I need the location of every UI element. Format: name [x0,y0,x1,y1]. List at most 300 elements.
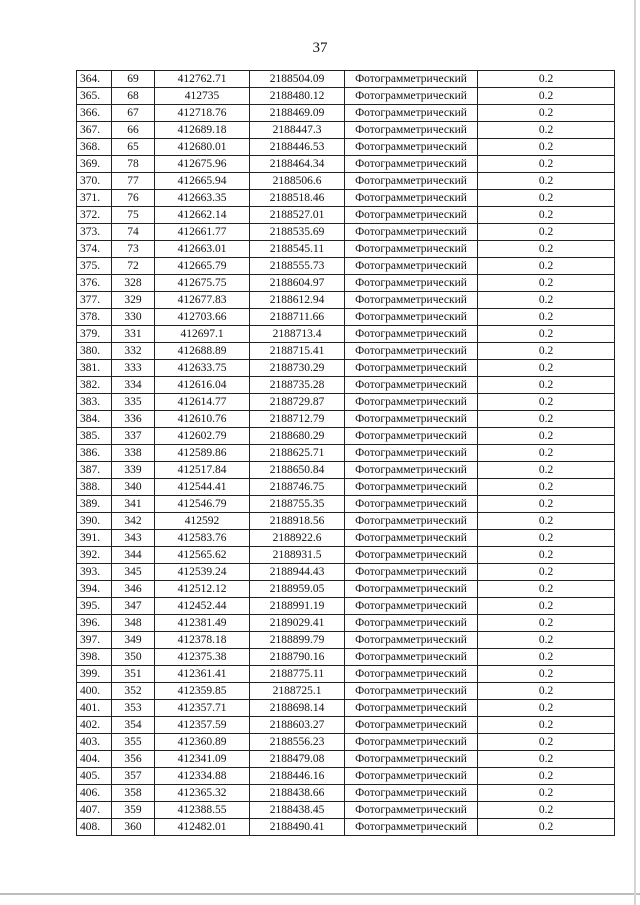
table-row [77,445,615,462]
table-row [77,275,615,292]
row-number-cell: 365. [77,88,112,105]
y-coordinate-cell: 2188931.5 [250,547,345,564]
y-coordinate-cell: 2188535.69 [250,224,345,241]
point-number-cell: 344 [112,547,155,564]
accuracy-cell: 0.2 [478,632,615,649]
x-coordinate-cell: 412539.24 [155,564,250,581]
accuracy-cell: 0.2 [478,190,615,207]
row-number-cell: 395. [77,598,112,615]
method-cell: Фотограмметрический [345,632,478,649]
coordinates-table [76,70,615,836]
row-number-cell: 372. [77,207,112,224]
row-number-cell: 381. [77,360,112,377]
point-number-cell: 334 [112,377,155,394]
table-row [77,224,615,241]
x-coordinate-cell: 412365.32 [155,785,250,802]
point-number-cell: 348 [112,615,155,632]
y-coordinate-cell: 2188729.87 [250,394,345,411]
accuracy-cell: 0.2 [478,275,615,292]
table-row [77,173,615,190]
table-row [77,326,615,343]
point-number-cell: 328 [112,275,155,292]
table-row [77,258,615,275]
table-row [77,751,615,768]
row-number-cell: 408. [77,819,112,836]
y-coordinate-cell: 2188918.56 [250,513,345,530]
method-cell: Фотограмметрический [345,598,478,615]
method-cell: Фотограмметрический [345,343,478,360]
row-number-cell: 378. [77,309,112,326]
row-number-cell: 383. [77,394,112,411]
y-coordinate-cell: 2188730.29 [250,360,345,377]
table-row [77,360,615,377]
accuracy-cell: 0.2 [478,768,615,785]
y-coordinate-cell: 2188464.34 [250,156,345,173]
table-row [77,394,615,411]
x-coordinate-cell: 412565.62 [155,547,250,564]
x-coordinate-cell: 412689.18 [155,122,250,139]
x-coordinate-cell: 412680.01 [155,139,250,156]
method-cell: Фотограмметрический [345,360,478,377]
method-cell: Фотограмметрический [345,394,478,411]
table-row [77,564,615,581]
point-number-cell: 336 [112,411,155,428]
accuracy-cell: 0.2 [478,700,615,717]
point-number-cell: 78 [112,156,155,173]
accuracy-cell: 0.2 [478,309,615,326]
table-row [77,649,615,666]
table-row [77,530,615,547]
x-coordinate-cell: 412378.18 [155,632,250,649]
accuracy-cell: 0.2 [478,683,615,700]
table-row [77,71,615,88]
x-coordinate-cell: 412718.76 [155,105,250,122]
row-number-cell: 382. [77,377,112,394]
y-coordinate-cell: 2188712.79 [250,411,345,428]
row-number-cell: 369. [77,156,112,173]
accuracy-cell: 0.2 [478,717,615,734]
table-row [77,683,615,700]
table-row [77,428,615,445]
method-cell: Фотограмметрический [345,224,478,241]
method-cell: Фотограмметрический [345,326,478,343]
point-number-cell: 333 [112,360,155,377]
y-coordinate-cell: 2188899.79 [250,632,345,649]
point-number-cell: 342 [112,513,155,530]
row-number-cell: 373. [77,224,112,241]
x-coordinate-cell: 412482.01 [155,819,250,836]
row-number-cell: 399. [77,666,112,683]
point-number-cell: 347 [112,598,155,615]
x-coordinate-cell: 412546.79 [155,496,250,513]
x-coordinate-cell: 412357.59 [155,717,250,734]
table-row [77,156,615,173]
method-cell: Фотограмметрический [345,564,478,581]
y-coordinate-cell: 2188735.28 [250,377,345,394]
point-number-cell: 358 [112,785,155,802]
y-coordinate-cell: 2188446.53 [250,139,345,156]
accuracy-cell: 0.2 [478,802,615,819]
table-row [77,785,615,802]
point-number-cell: 73 [112,241,155,258]
x-coordinate-cell: 412677.83 [155,292,250,309]
y-coordinate-cell: 2188650.84 [250,462,345,479]
x-coordinate-cell: 412610.76 [155,411,250,428]
y-coordinate-cell: 2188698.14 [250,700,345,717]
method-cell: Фотограмметрический [345,241,478,258]
point-number-cell: 330 [112,309,155,326]
method-cell: Фотограмметрический [345,547,478,564]
row-number-cell: 392. [77,547,112,564]
y-coordinate-cell: 2188790.16 [250,649,345,666]
table-row [77,581,615,598]
y-coordinate-cell: 2188527.01 [250,207,345,224]
table-row [77,139,615,156]
row-number-cell: 366. [77,105,112,122]
x-coordinate-cell: 412334.88 [155,768,250,785]
accuracy-cell: 0.2 [478,326,615,343]
accuracy-cell: 0.2 [478,224,615,241]
method-cell: Фотограмметрический [345,445,478,462]
method-cell: Фотограмметрический [345,649,478,666]
table-row [77,292,615,309]
row-number-cell: 406. [77,785,112,802]
method-cell: Фотограмметрический [345,734,478,751]
accuracy-cell: 0.2 [478,649,615,666]
row-number-cell: 367. [77,122,112,139]
accuracy-cell: 0.2 [478,734,615,751]
y-coordinate-cell: 2188680.29 [250,428,345,445]
x-coordinate-cell: 412663.35 [155,190,250,207]
point-number-cell: 329 [112,292,155,309]
table-row [77,479,615,496]
x-coordinate-cell: 412735 [155,88,250,105]
x-coordinate-cell: 412357.71 [155,700,250,717]
accuracy-cell: 0.2 [478,173,615,190]
x-coordinate-cell: 412675.96 [155,156,250,173]
method-cell: Фотограмметрический [345,71,478,88]
accuracy-cell: 0.2 [478,462,615,479]
row-number-cell: 402. [77,717,112,734]
x-coordinate-cell: 412452.44 [155,598,250,615]
row-number-cell: 388. [77,479,112,496]
table-row [77,377,615,394]
row-number-cell: 374. [77,241,112,258]
method-cell: Фотограмметрический [345,292,478,309]
method-cell: Фотограмметрический [345,105,478,122]
y-coordinate-cell: 2188545.11 [250,241,345,258]
row-number-cell: 380. [77,343,112,360]
x-coordinate-cell: 412602.79 [155,428,250,445]
y-coordinate-cell: 2188603.27 [250,717,345,734]
accuracy-cell: 0.2 [478,751,615,768]
point-number-cell: 357 [112,768,155,785]
accuracy-cell: 0.2 [478,105,615,122]
method-cell: Фотограмметрический [345,309,478,326]
x-coordinate-cell: 412359.85 [155,683,250,700]
accuracy-cell: 0.2 [478,496,615,513]
point-number-cell: 359 [112,802,155,819]
method-cell: Фотограмметрический [345,717,478,734]
accuracy-cell: 0.2 [478,377,615,394]
method-cell: Фотограмметрический [345,139,478,156]
y-coordinate-cell: 2188480.12 [250,88,345,105]
point-number-cell: 331 [112,326,155,343]
y-coordinate-cell: 2188469.09 [250,105,345,122]
x-coordinate-cell: 412675.75 [155,275,250,292]
table-row [77,547,615,564]
row-number-cell: 400. [77,683,112,700]
table-row [77,666,615,683]
accuracy-cell: 0.2 [478,360,615,377]
y-coordinate-cell: 2188518.46 [250,190,345,207]
method-cell: Фотограмметрический [345,819,478,836]
row-number-cell: 376. [77,275,112,292]
x-coordinate-cell: 412583.76 [155,530,250,547]
table-row [77,819,615,836]
x-coordinate-cell: 412703.66 [155,309,250,326]
row-number-cell: 379. [77,326,112,343]
row-number-cell: 364. [77,71,112,88]
row-number-cell: 403. [77,734,112,751]
y-coordinate-cell: 2188755.35 [250,496,345,513]
y-coordinate-cell: 2188438.66 [250,785,345,802]
accuracy-cell: 0.2 [478,785,615,802]
method-cell: Фотограмметрический [345,275,478,292]
row-number-cell: 405. [77,768,112,785]
point-number-cell: 74 [112,224,155,241]
y-coordinate-cell: 2188991.19 [250,598,345,615]
x-coordinate-cell: 412589.86 [155,445,250,462]
point-number-cell: 67 [112,105,155,122]
point-number-cell: 76 [112,190,155,207]
table-row [77,411,615,428]
method-cell: Фотограмметрический [345,190,478,207]
point-number-cell: 356 [112,751,155,768]
point-number-cell: 345 [112,564,155,581]
method-cell: Фотограмметрический [345,258,478,275]
accuracy-cell: 0.2 [478,139,615,156]
accuracy-cell: 0.2 [478,819,615,836]
accuracy-cell: 0.2 [478,530,615,547]
y-coordinate-cell: 2188504.09 [250,71,345,88]
x-coordinate-cell: 412341.09 [155,751,250,768]
x-coordinate-cell: 412688.89 [155,343,250,360]
point-number-cell: 337 [112,428,155,445]
row-number-cell: 387. [77,462,112,479]
table-row [77,768,615,785]
accuracy-cell: 0.2 [478,445,615,462]
y-coordinate-cell: 2188556.23 [250,734,345,751]
method-cell: Фотограмметрический [345,581,478,598]
table-body [77,71,615,836]
method-cell: Фотограмметрический [345,530,478,547]
accuracy-cell: 0.2 [478,394,615,411]
method-cell: Фотограмметрический [345,377,478,394]
x-coordinate-cell: 412762.71 [155,71,250,88]
point-number-cell: 338 [112,445,155,462]
x-coordinate-cell: 412665.94 [155,173,250,190]
x-coordinate-cell: 412697.1 [155,326,250,343]
point-number-cell: 340 [112,479,155,496]
accuracy-cell: 0.2 [478,258,615,275]
row-number-cell: 375. [77,258,112,275]
page-number: 37 [312,40,328,56]
table-row [77,241,615,258]
method-cell: Фотограмметрический [345,802,478,819]
table-row [77,598,615,615]
table-row [77,734,615,751]
x-coordinate-cell: 412662.14 [155,207,250,224]
x-coordinate-cell: 412616.04 [155,377,250,394]
y-coordinate-cell: 2188959.05 [250,581,345,598]
y-coordinate-cell: 2188775.11 [250,666,345,683]
x-coordinate-cell: 412663.01 [155,241,250,258]
y-coordinate-cell: 2188479.08 [250,751,345,768]
y-coordinate-cell: 2188555.73 [250,258,345,275]
method-cell: Фотограмметрический [345,479,478,496]
y-coordinate-cell: 2189029.41 [250,615,345,632]
method-cell: Фотограмметрический [345,88,478,105]
x-coordinate-cell: 412661.77 [155,224,250,241]
table-row [77,105,615,122]
table-row [77,462,615,479]
row-number-cell: 385. [77,428,112,445]
x-coordinate-cell: 412633.75 [155,360,250,377]
point-number-cell: 77 [112,173,155,190]
accuracy-cell: 0.2 [478,598,615,615]
row-number-cell: 377. [77,292,112,309]
y-coordinate-cell: 2188490.41 [250,819,345,836]
x-coordinate-cell: 412592 [155,513,250,530]
method-cell: Фотограмметрический [345,785,478,802]
point-number-cell: 339 [112,462,155,479]
method-cell: Фотограмметрический [345,700,478,717]
x-coordinate-cell: 412375.38 [155,649,250,666]
y-coordinate-cell: 2188612.94 [250,292,345,309]
point-number-cell: 66 [112,122,155,139]
y-coordinate-cell: 2188446.16 [250,768,345,785]
y-coordinate-cell: 2188944.43 [250,564,345,581]
point-number-cell: 332 [112,343,155,360]
scan-edge [0,893,640,895]
method-cell: Фотограмметрический [345,207,478,224]
row-number-cell: 397. [77,632,112,649]
method-cell: Фотограмметрический [345,615,478,632]
x-coordinate-cell: 412388.55 [155,802,250,819]
accuracy-cell: 0.2 [478,479,615,496]
point-number-cell: 350 [112,649,155,666]
method-cell: Фотограмметрический [345,122,478,139]
table-row [77,122,615,139]
table-row [77,717,615,734]
row-number-cell: 398. [77,649,112,666]
table-row [77,88,615,105]
x-coordinate-cell: 412665.79 [155,258,250,275]
point-number-cell: 68 [112,88,155,105]
accuracy-cell: 0.2 [478,581,615,598]
accuracy-cell: 0.2 [478,241,615,258]
method-cell: Фотограмметрический [345,428,478,445]
y-coordinate-cell: 2188625.71 [250,445,345,462]
table-row [77,615,615,632]
point-number-cell: 346 [112,581,155,598]
accuracy-cell: 0.2 [478,156,615,173]
table-row [77,343,615,360]
point-number-cell: 349 [112,632,155,649]
method-cell: Фотограмметрический [345,156,478,173]
point-number-cell: 72 [112,258,155,275]
point-number-cell: 354 [112,717,155,734]
row-number-cell: 396. [77,615,112,632]
accuracy-cell: 0.2 [478,428,615,445]
x-coordinate-cell: 412360.89 [155,734,250,751]
point-number-cell: 351 [112,666,155,683]
accuracy-cell: 0.2 [478,547,615,564]
x-coordinate-cell: 412517.84 [155,462,250,479]
accuracy-cell: 0.2 [478,292,615,309]
accuracy-cell: 0.2 [478,122,615,139]
x-coordinate-cell: 412544.41 [155,479,250,496]
row-number-cell: 368. [77,139,112,156]
point-number-cell: 75 [112,207,155,224]
y-coordinate-cell: 2188438.45 [250,802,345,819]
method-cell: Фотограмметрический [345,496,478,513]
point-number-cell: 343 [112,530,155,547]
x-coordinate-cell: 412614.77 [155,394,250,411]
row-number-cell: 371. [77,190,112,207]
method-cell: Фотограмметрический [345,411,478,428]
table-row [77,802,615,819]
row-number-cell: 391. [77,530,112,547]
y-coordinate-cell: 2188713.4 [250,326,345,343]
x-coordinate-cell: 412381.49 [155,615,250,632]
scan-edge [634,0,636,905]
point-number-cell: 335 [112,394,155,411]
point-number-cell: 355 [112,734,155,751]
accuracy-cell: 0.2 [478,88,615,105]
point-number-cell: 341 [112,496,155,513]
row-number-cell: 394. [77,581,112,598]
y-coordinate-cell: 2188715.41 [250,343,345,360]
point-number-cell: 352 [112,683,155,700]
table-row [77,190,615,207]
row-number-cell: 384. [77,411,112,428]
accuracy-cell: 0.2 [478,615,615,632]
table-row [77,700,615,717]
table-row [77,513,615,530]
row-number-cell: 393. [77,564,112,581]
x-coordinate-cell: 412512.12 [155,581,250,598]
table-row [77,496,615,513]
y-coordinate-cell: 2188447.3 [250,122,345,139]
y-coordinate-cell: 2188922.6 [250,530,345,547]
row-number-cell: 404. [77,751,112,768]
method-cell: Фотограмметрический [345,173,478,190]
accuracy-cell: 0.2 [478,207,615,224]
accuracy-cell: 0.2 [478,411,615,428]
row-number-cell: 401. [77,700,112,717]
row-number-cell: 390. [77,513,112,530]
table-row [77,309,615,326]
table-row [77,207,615,224]
method-cell: Фотограмметрический [345,683,478,700]
point-number-cell: 69 [112,71,155,88]
y-coordinate-cell: 2188711.66 [250,309,345,326]
point-number-cell: 360 [112,819,155,836]
accuracy-cell: 0.2 [478,513,615,530]
row-number-cell: 407. [77,802,112,819]
